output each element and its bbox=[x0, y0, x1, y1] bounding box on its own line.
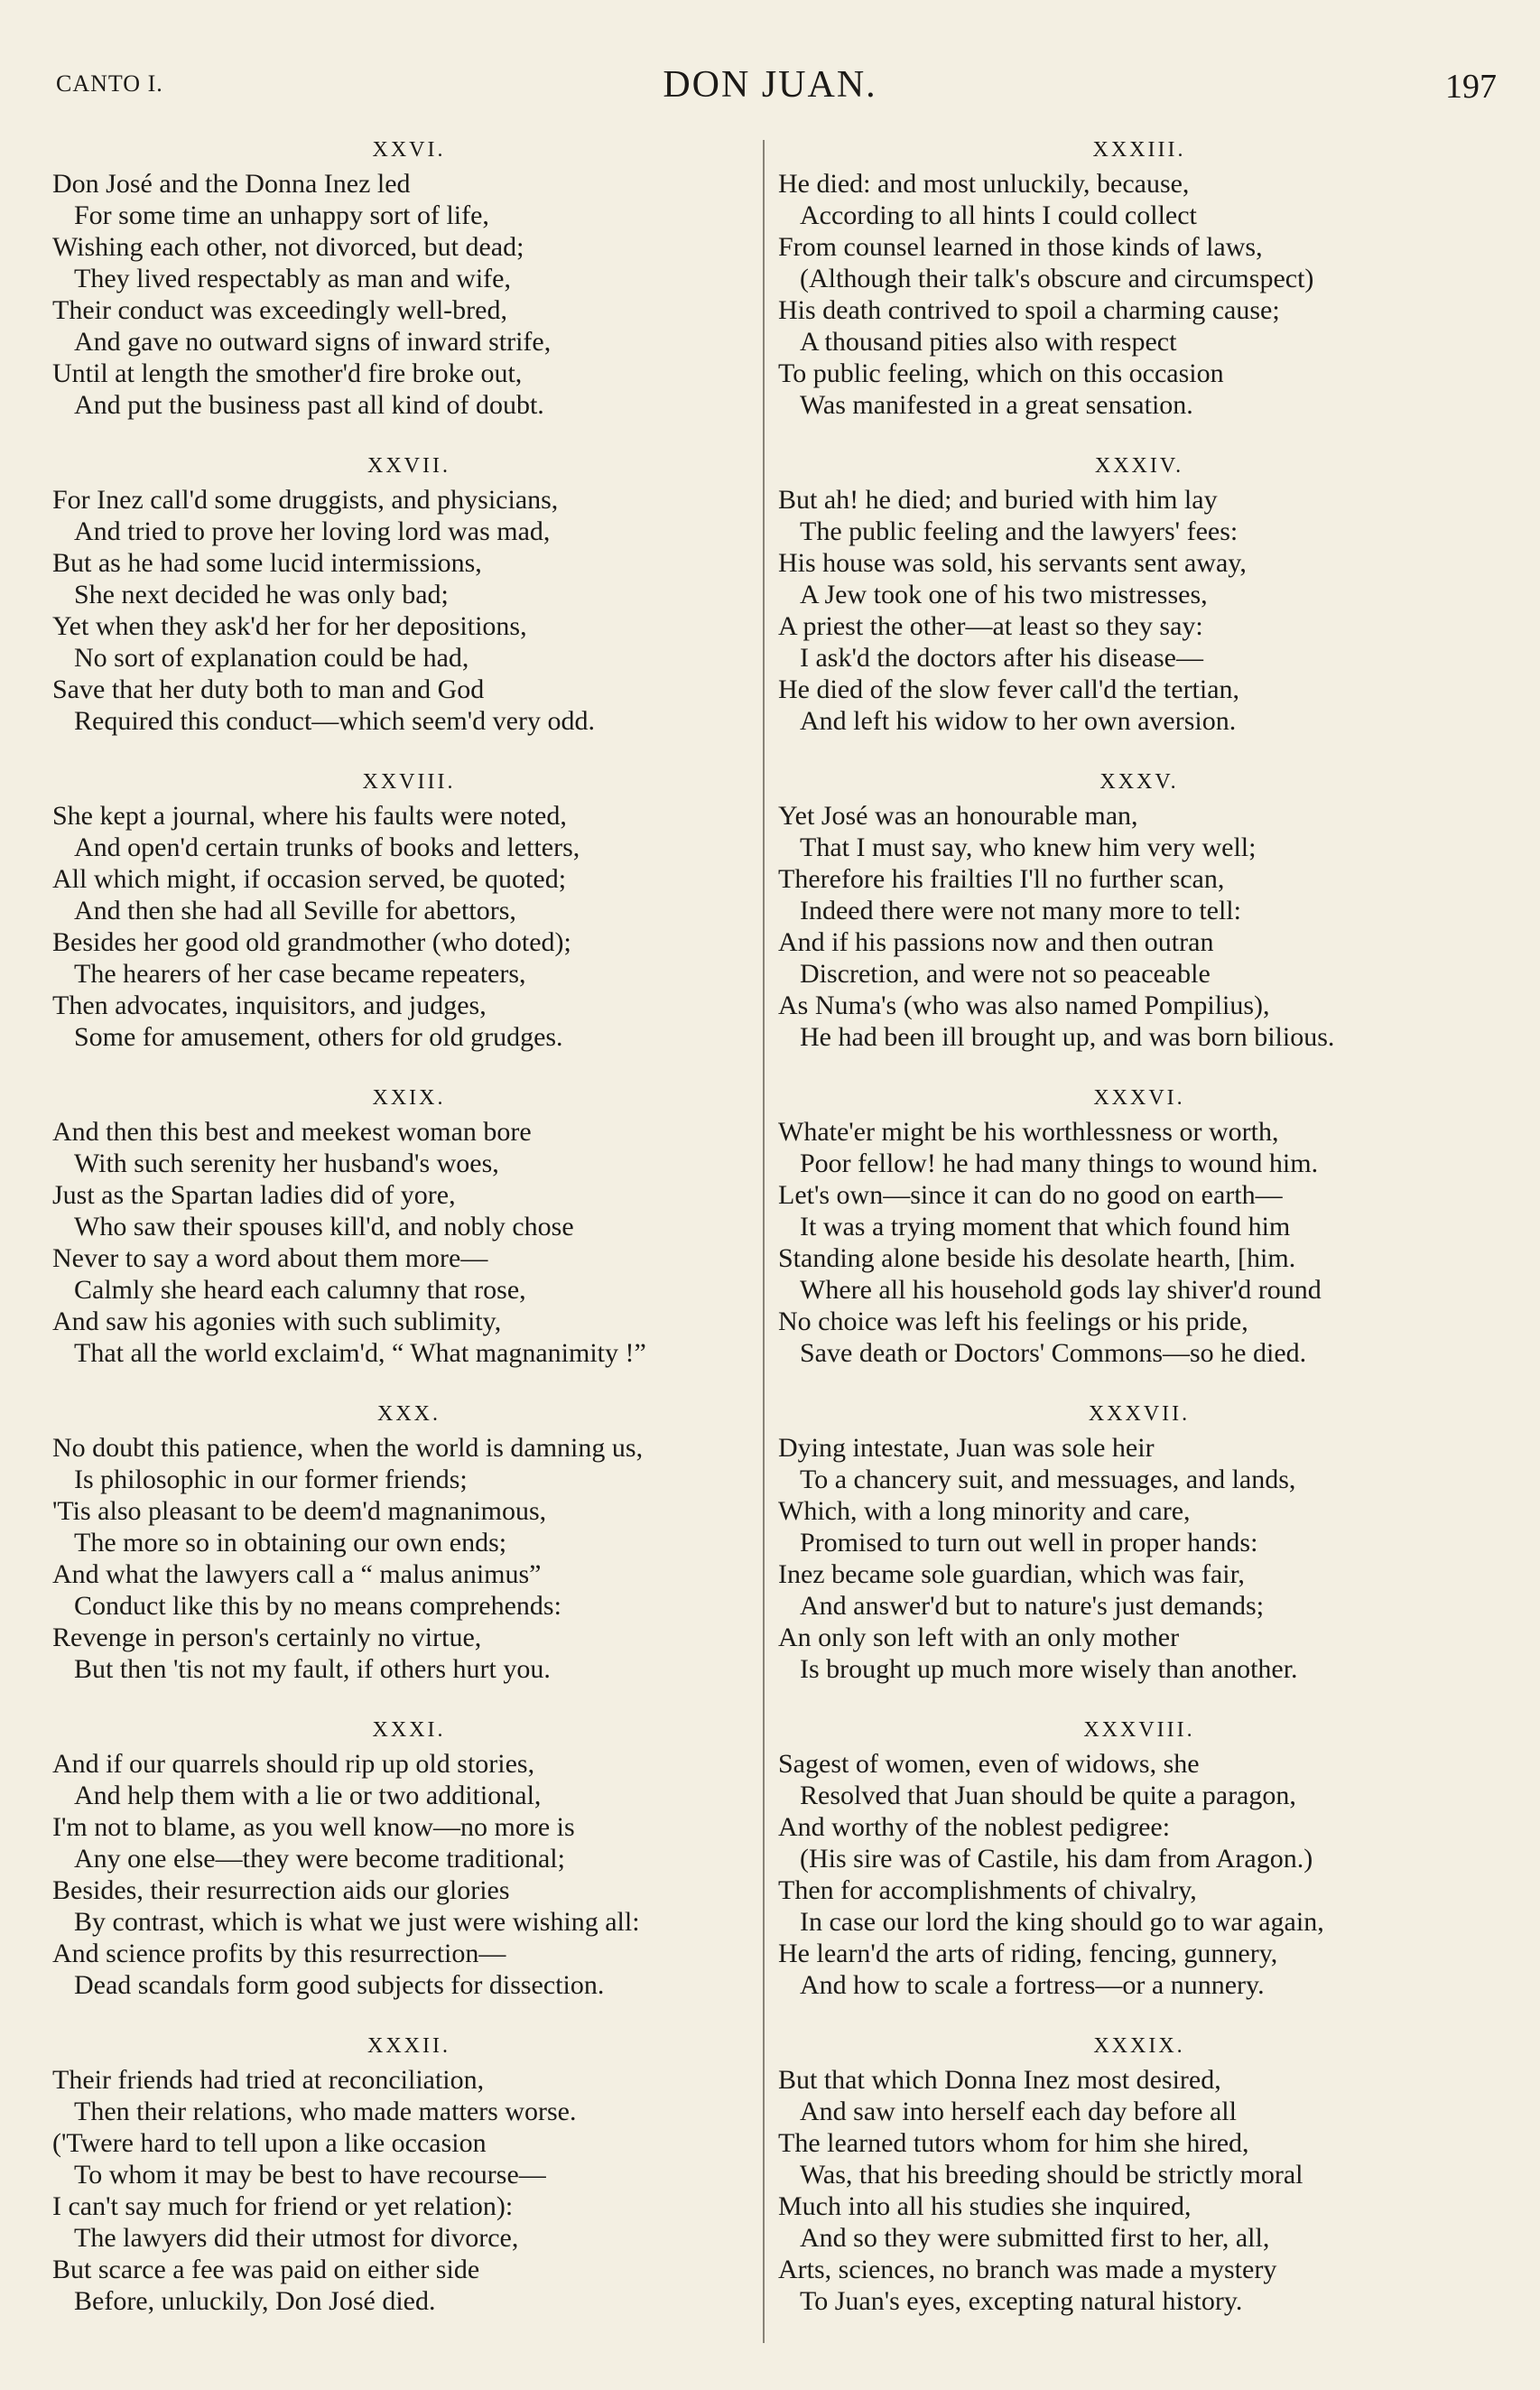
verse-line: A thousand pities also with respect bbox=[800, 327, 1177, 357]
verse-line: Until at length the smother'd fire broke out, bbox=[52, 358, 523, 388]
verse-line: Promised to turn out well in proper hands: bbox=[800, 1528, 1258, 1558]
running-head-title: DON JUAN. bbox=[663, 64, 877, 106]
verse-line: Resolved that Juan should be quite a paragon, bbox=[800, 1781, 1296, 1810]
verse-line: Before, unluckily, Don José died. bbox=[74, 2286, 436, 2316]
verse-line: And put the business past all kind of doubt. bbox=[74, 390, 544, 420]
verse-line: Was, that his breeding should be strictly moral bbox=[800, 2160, 1303, 2190]
verse-line: And science profits by this resurrection— bbox=[52, 1939, 506, 1968]
verse-line: Standing alone beside his desolate hearth, [him. bbox=[778, 1243, 1296, 1273]
verse-line: Let's own—since it can do no good on earth— bbox=[778, 1180, 1283, 1210]
stanza-number: XXXIV. bbox=[1094, 454, 1184, 478]
stanza-number: XXXVIII. bbox=[1083, 1718, 1195, 1742]
verse-line: Any one else—they were become traditional; bbox=[74, 1844, 565, 1874]
verse-line: A Jew took one of his two mistresses, bbox=[800, 580, 1208, 609]
verse-line: Yet when they ask'd her for her depositions, bbox=[52, 611, 527, 641]
verse-line: And saw his agonies with such sublimity, bbox=[52, 1307, 502, 1336]
verse-line: His death contrived to spoil a charming cause; bbox=[778, 295, 1280, 325]
verse-line: The lawyers did their utmost for divorce, bbox=[74, 2223, 519, 2253]
verse-line: Much into all his studies she inquired, bbox=[778, 2191, 1192, 2221]
stanza-number: XXXV. bbox=[1099, 770, 1179, 794]
stanza-number: XXXVI. bbox=[1093, 1086, 1185, 1110]
verse-line: Therefore his frailties I'll no further scan, bbox=[778, 864, 1225, 894]
stanza bbox=[52, 134, 765, 421]
stanza bbox=[52, 1398, 765, 1685]
verse-line: Dying intestate, Juan was sole heir bbox=[778, 1433, 1155, 1463]
verse-line: Wishing each other, not divorced, but dead; bbox=[52, 232, 524, 262]
verse-line: Their conduct was exceedingly well-bred, bbox=[52, 295, 507, 325]
verse-line: Just as the Spartan ladies did of yore, bbox=[52, 1180, 456, 1210]
verse-line: And how to scale a fortress—or a nunnery. bbox=[800, 1970, 1265, 2000]
verse-line: He had been ill brought up, and was born bilious. bbox=[800, 1022, 1335, 1052]
verse-line: And gave no outward signs of inward strife, bbox=[74, 327, 552, 357]
verse-line: No choice was left his feelings or his pride, bbox=[778, 1307, 1248, 1336]
verse-line: They lived respectably as man and wife, bbox=[74, 264, 511, 293]
verse-line: But ah! he died; and buried with him lay bbox=[778, 485, 1218, 515]
verse-line: To Juan's eyes, excepting natural history. bbox=[800, 2286, 1243, 2316]
stanza bbox=[52, 2030, 765, 2317]
stanza-number: XXVI. bbox=[372, 138, 446, 162]
stanza bbox=[52, 1714, 765, 2001]
verse-line: But that which Donna Inez most desired, bbox=[778, 2065, 1221, 2095]
stanza-number: XXVIII. bbox=[362, 770, 456, 794]
verse-line: That I must say, who knew him very well; bbox=[800, 832, 1257, 862]
stanza bbox=[778, 1714, 1500, 2001]
verse-line: Sagest of women, even of widows, she bbox=[778, 1749, 1200, 1779]
verse-line: She kept a journal, where his faults were noted, bbox=[52, 801, 567, 831]
page-header bbox=[0, 0, 1540, 135]
verse-line: As Numa's (who was also named Pompilius), bbox=[778, 990, 1270, 1020]
verse-line: And if his passions now and then outran bbox=[778, 927, 1214, 957]
verse-line: And saw into herself each day before all bbox=[800, 2097, 1237, 2126]
verse-line: She next decided he was only bad; bbox=[74, 580, 449, 609]
verse-line: Is philosophic in our former friends; bbox=[74, 1465, 468, 1494]
verse-line: The public feeling and the lawyers' fees: bbox=[800, 516, 1238, 546]
verse-line: 'Tis also pleasant to be deem'd magnanimous, bbox=[52, 1496, 547, 1526]
verse-line: Their friends had tried at reconciliation, bbox=[52, 2065, 485, 2095]
verse-line: His house was sold, his servants sent away, bbox=[778, 548, 1247, 578]
stanza-number: XXXIX. bbox=[1093, 2034, 1185, 2058]
verse-line: It was a trying moment that which found him bbox=[800, 1212, 1291, 1241]
verse-line: But as he had some lucid intermissions, bbox=[52, 548, 482, 578]
verse-line: He learn'd the arts of riding, fencing, gunnery, bbox=[778, 1939, 1278, 1968]
verse-line: In case our lord the king should go to war again, bbox=[800, 1907, 1324, 1937]
stanza bbox=[52, 766, 765, 1053]
verse-line: And so they were submitted first to her, all, bbox=[800, 2223, 1270, 2253]
verse-line: By contrast, which is what we just were wishing all: bbox=[74, 1907, 640, 1937]
verse-line: Who saw their spouses kill'd, and nobly chose bbox=[74, 1212, 574, 1241]
verse-line: Indeed there were not many more to tell: bbox=[800, 896, 1241, 925]
verse-line: He died of the slow fever call'd the tertian, bbox=[778, 674, 1240, 704]
verse-line: No doubt this patience, when the world is damning us, bbox=[52, 1433, 644, 1463]
verse-line: The hearers of her case became repeaters, bbox=[74, 959, 526, 989]
verse-line: No sort of explanation could be had, bbox=[74, 643, 469, 673]
verse-line: Is brought up much more wisely than another. bbox=[800, 1654, 1298, 1684]
verse-line: Calmly she heard each calumny that rose, bbox=[74, 1275, 526, 1305]
verse-line: To public feeling, which on this occasion bbox=[778, 358, 1224, 388]
verse-line: For some time an unhappy sort of life, bbox=[74, 200, 489, 230]
verse-line: But then 'tis not my fault, if others hurt you. bbox=[74, 1654, 551, 1684]
verse-line: Which, with a long minority and care, bbox=[778, 1496, 1191, 1526]
verse-line: Then for accomplishments of chivalry, bbox=[778, 1875, 1197, 1905]
stanza-number: XXXIII. bbox=[1092, 138, 1186, 162]
verse-line: And if our quarrels should rip up old stories, bbox=[52, 1749, 535, 1779]
verse-line: Arts, sciences, no branch was made a mystery bbox=[778, 2255, 1277, 2284]
verse-line: Revenge in person's certainly no virtue, bbox=[52, 1623, 482, 1652]
verse-line: But scarce a fee was paid on either side bbox=[52, 2255, 480, 2284]
stanza bbox=[778, 1082, 1500, 1369]
verse-line: Inez became sole guardian, which was fair, bbox=[778, 1559, 1245, 1589]
verse-line: And open'd certain trunks of books and letters, bbox=[74, 832, 580, 862]
verse-line: (Although their talk's obscure and circumspect) bbox=[800, 264, 1314, 293]
verse-line: (His sire was of Castile, his dam from Aragon.) bbox=[800, 1844, 1313, 1874]
verse-line: I can't say much for friend or yet relation): bbox=[52, 2191, 514, 2221]
verse-line: Never to say a word about them more— bbox=[52, 1243, 488, 1273]
stanza-number: XXX. bbox=[377, 1402, 441, 1426]
left-column bbox=[52, 134, 765, 2346]
verse-line: ('Twere hard to tell upon a like occasion bbox=[52, 2128, 487, 2158]
stanza-number: XXXI. bbox=[372, 1718, 446, 1742]
verse-line: Required this conduct—which seem'd very odd. bbox=[74, 706, 595, 736]
stanza-number: XXIX. bbox=[372, 1086, 446, 1110]
stanza bbox=[778, 766, 1500, 1053]
verse-line: The more so in obtaining our own ends; bbox=[74, 1528, 507, 1558]
verse-line: Save that her duty both to man and God bbox=[52, 674, 485, 704]
verse-line: Don José and the Donna Inez led bbox=[52, 169, 411, 199]
stanza bbox=[778, 450, 1500, 737]
verse-line: To whom it may be best to have recourse— bbox=[74, 2160, 546, 2190]
stanza-number: XXXII. bbox=[367, 2034, 450, 2058]
verse-line: He died: and most unluckily, because, bbox=[778, 169, 1190, 199]
running-head-canto: CANTO I. bbox=[56, 70, 163, 97]
verse-line: Was manifested in a great sensation. bbox=[800, 390, 1193, 420]
page-number: 197 bbox=[1445, 68, 1497, 106]
verse-line: And what the lawyers call a “ malus animus” bbox=[52, 1559, 542, 1589]
verse-line: With such serenity her husband's woes, bbox=[74, 1149, 499, 1178]
stanza-number: XXVII. bbox=[367, 454, 450, 478]
verse-line: From counsel learned in those kinds of laws, bbox=[778, 232, 1263, 262]
verse-line: Yet José was an honourable man, bbox=[778, 801, 1138, 831]
verse-line: Dead scandals form good subjects for dissection. bbox=[74, 1970, 605, 2000]
verse-line: To a chancery suit, and messuages, and lands, bbox=[800, 1465, 1296, 1494]
right-column bbox=[778, 134, 1500, 2346]
verse-line: And help them with a lie or two additional, bbox=[74, 1781, 542, 1810]
stanza bbox=[778, 1398, 1500, 1685]
stanza bbox=[778, 2030, 1500, 2317]
verse-line: Discretion, and were not so peaceable bbox=[800, 959, 1211, 989]
verse-line: I ask'd the doctors after his disease— bbox=[800, 643, 1203, 673]
verse-line: Where all his household gods lay shiver'd round bbox=[800, 1275, 1322, 1305]
verse-line: Then advocates, inquisitors, and judges, bbox=[52, 990, 487, 1020]
stanza-number: XXXVII. bbox=[1088, 1402, 1191, 1426]
verse-line: The learned tutors whom for him she hired, bbox=[778, 2128, 1249, 2158]
verse-line: Conduct like this by no means comprehends: bbox=[74, 1591, 561, 1621]
stanza bbox=[778, 134, 1500, 421]
verse-line: A priest the other—at least so they say: bbox=[778, 611, 1203, 641]
stanza bbox=[52, 450, 765, 737]
verse-line: Whate'er might be his worthlessness or worth, bbox=[778, 1117, 1279, 1147]
verse-line: I'm not to blame, as you well know—no more is bbox=[52, 1812, 575, 1842]
verse-line: According to all hints I could collect bbox=[800, 200, 1197, 230]
verse-line: Besides her good old grandmother (who doted); bbox=[52, 927, 571, 957]
verse-line: Then their relations, who made matters worse. bbox=[74, 2097, 577, 2126]
verse-line: And worthy of the noblest pedigree: bbox=[778, 1812, 1171, 1842]
verse-line: Poor fellow! he had many things to wound him. bbox=[800, 1149, 1319, 1178]
verse-line: And then she had all Seville for abettors, bbox=[74, 896, 516, 925]
verse-line: An only son left with an only mother bbox=[778, 1623, 1180, 1652]
verse-line: And answer'd but to nature's just demands; bbox=[800, 1591, 1265, 1621]
verse-line: And tried to prove her loving lord was mad, bbox=[74, 516, 551, 546]
verse-line: That all the world exclaim'd, “ What magnanimity !” bbox=[74, 1338, 646, 1368]
verse-line: Besides, their resurrection aids our glories bbox=[52, 1875, 510, 1905]
verse-line: And then this best and meekest woman bore bbox=[52, 1117, 532, 1147]
verse-line: All which might, if occasion served, be quoted; bbox=[52, 864, 567, 894]
verse-line: And left his widow to her own aversion. bbox=[800, 706, 1237, 736]
verse-line: Save death or Doctors' Commons—so he died. bbox=[800, 1338, 1307, 1368]
verse-line: For Inez call'd some druggists, and physicians, bbox=[52, 485, 559, 515]
stanza bbox=[52, 1082, 765, 1369]
verse-line: Some for amusement, others for old grudges. bbox=[74, 1022, 563, 1052]
